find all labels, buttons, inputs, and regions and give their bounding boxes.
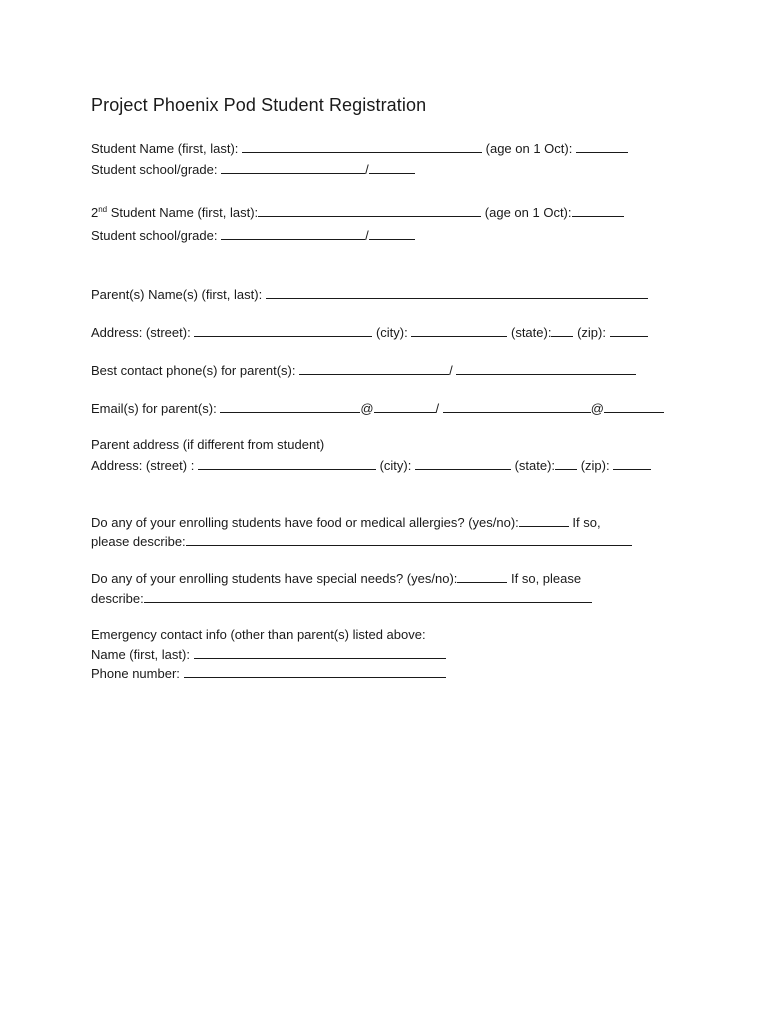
parent-address-zip-label: (zip):: [580, 458, 610, 473]
student1-name-field[interactable]: [242, 140, 482, 153]
parent-address-row: [91, 457, 651, 474]
slash-separator: /: [449, 363, 453, 378]
special-needs-describe-row: [91, 590, 592, 607]
student1-school-row: [91, 161, 415, 178]
email1-user-field[interactable]: [220, 400, 360, 413]
parent-address-zip-field[interactable]: [613, 457, 651, 470]
special-needs-if-so: If so, please: [511, 571, 582, 586]
parent-address-state-field[interactable]: [555, 457, 577, 470]
student2-school-row: [91, 227, 415, 244]
allergies-row: [91, 514, 601, 531]
special-needs-describe-label: describe:: [91, 591, 144, 606]
student1-name-label: Student Name (first, last):: [91, 141, 239, 156]
emergency-name-field[interactable]: [194, 646, 446, 659]
student1-name-row: [91, 140, 628, 157]
form-title: Project Phoenix Pod Student Registration: [91, 95, 427, 115]
student1-grade-field[interactable]: [369, 161, 415, 174]
allergies-question: Do any of your enrolling students have food or medical allergies? (yes/no):: [91, 515, 519, 530]
email1-domain-field[interactable]: [374, 400, 436, 413]
address-city-label: (city):: [375, 325, 408, 340]
parent-address-state-label: (state):: [514, 458, 556, 473]
parent-address-heading: Parent address (if different from student): [91, 437, 325, 452]
at-separator: @: [360, 401, 374, 416]
slash-separator: /: [365, 228, 369, 243]
address-state-field[interactable]: [551, 324, 573, 337]
emergency-phone-label: Phone number:: [91, 666, 180, 681]
student1-school-field[interactable]: [221, 161, 365, 174]
email-row: [91, 400, 664, 417]
student2-school-label: Student school/grade:: [91, 228, 218, 243]
emergency-name-row: [91, 646, 446, 663]
phone2-field[interactable]: [456, 362, 636, 375]
slash-separator: /: [435, 401, 440, 416]
email-label: Email(s) for parent(s):: [91, 401, 217, 416]
allergies-yesno-field[interactable]: [519, 514, 569, 527]
student2-name-label: Student Name (first, last):: [110, 205, 259, 220]
allergies-describe-label: please describe:: [91, 534, 186, 549]
allergies-if-so: If so,: [572, 515, 601, 530]
emergency-phone-field[interactable]: [184, 665, 446, 678]
address-row: [91, 324, 648, 341]
student2-name-row: [91, 204, 624, 221]
student2-age-field[interactable]: [572, 204, 624, 217]
slash-separator: /: [365, 162, 369, 177]
address-zip-field[interactable]: [610, 324, 648, 337]
parent-address-city-label: (city):: [379, 458, 412, 473]
emergency-name-label: Name (first, last):: [91, 647, 190, 662]
phone-label: Best contact phone(s) for parent(s):: [91, 363, 296, 378]
emergency-heading: Emergency contact info (other than parent(s) listed above:: [91, 627, 426, 642]
student2-ordinal: 2nd: [91, 205, 108, 220]
special-needs-yesno-field[interactable]: [457, 570, 507, 583]
student2-age-label: (age on 1 Oct):: [484, 205, 572, 220]
student1-school-label: Student school/grade:: [91, 162, 218, 177]
special-needs-describe-field[interactable]: [144, 590, 592, 603]
student1-age-field[interactable]: [576, 140, 628, 153]
allergies-describe-field[interactable]: [186, 533, 632, 546]
phone1-field[interactable]: [299, 362, 449, 375]
student2-name-field[interactable]: [258, 204, 481, 217]
parent-names-label: Parent(s) Name(s) (first, last):: [91, 287, 263, 302]
address-street-label: Address: (street):: [91, 325, 191, 340]
parent-address-city-field[interactable]: [415, 457, 511, 470]
allergies-describe-row: [91, 533, 632, 550]
emergency-phone-row: [91, 665, 446, 682]
student2-school-field[interactable]: [221, 227, 365, 240]
address-zip-label: (zip):: [577, 325, 606, 340]
address-state-label: (state):: [510, 325, 552, 340]
at-separator: @: [590, 401, 604, 416]
student2-grade-field[interactable]: [369, 227, 415, 240]
student1-age-label: (age on 1 Oct):: [485, 141, 573, 156]
address-city-field[interactable]: [411, 324, 507, 337]
phone-row: [91, 362, 636, 379]
email2-user-field[interactable]: [443, 400, 591, 413]
address-street-field[interactable]: [194, 324, 372, 337]
special-needs-question: Do any of your enrolling students have special needs? (yes/no):: [91, 571, 458, 586]
parent-names-row: [91, 286, 648, 303]
parent-address-street-label: Address: (street) :: [91, 458, 195, 473]
special-needs-row: [91, 570, 581, 587]
parent-names-field[interactable]: [266, 286, 648, 299]
parent-address-street-field[interactable]: [198, 457, 376, 470]
email2-domain-field[interactable]: [604, 400, 664, 413]
